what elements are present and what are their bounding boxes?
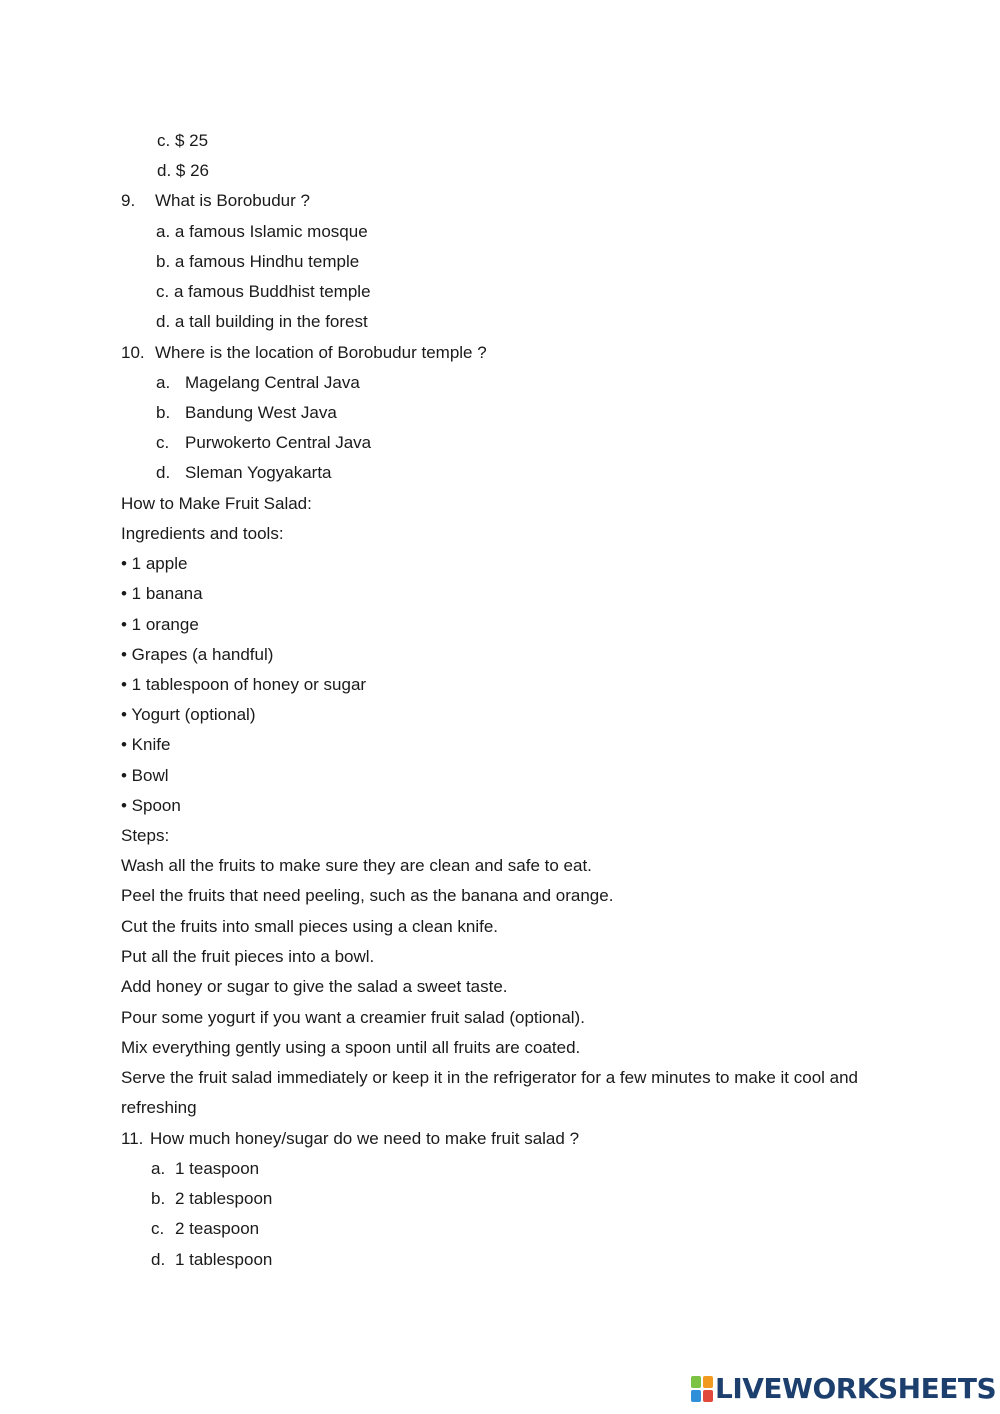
ingredients-heading: Ingredients and tools: bbox=[121, 524, 284, 543]
q9-option-d: d. a tall building in the forest bbox=[156, 312, 368, 331]
ingredient-item: • 1 tablespoon of honey or sugar bbox=[121, 675, 367, 694]
ingredient-item: • Bowl bbox=[121, 766, 169, 785]
ingredient-item: • Spoon bbox=[121, 796, 181, 815]
step-item: Peel the fruits that need peeling, such as the banana and orange. bbox=[121, 886, 614, 905]
ingredient-item: • 1 orange bbox=[121, 615, 199, 634]
step-item: Mix everything gently using a spoon until all fruits are coated. bbox=[121, 1038, 581, 1057]
steps-heading: Steps: bbox=[121, 826, 170, 845]
ingredient-item: • Yogurt (optional) bbox=[121, 705, 256, 724]
recipe-title: How to Make Fruit Salad: bbox=[121, 494, 312, 513]
q8-option-d: d. $ 26 bbox=[157, 161, 210, 180]
step-item: Wash all the fruits to make sure they are clean and safe to eat. bbox=[121, 856, 592, 875]
ingredient-item: • 1 apple bbox=[121, 554, 188, 573]
step-item-continued: refreshing bbox=[121, 1098, 197, 1117]
q9-text: What is Borobudur ? bbox=[155, 191, 310, 210]
q9-option-b: b. a famous Hindhu temple bbox=[156, 252, 360, 271]
step-item: Add honey or sugar to give the salad a sweet taste. bbox=[121, 977, 508, 996]
ingredient-item: • 1 banana bbox=[121, 584, 203, 603]
q10-option-d: d. Sleman Yogyakarta bbox=[156, 463, 332, 482]
step-item: Serve the fruit salad immediately or keep it in the refrigerator for a few minutes to make it cool and bbox=[121, 1068, 859, 1087]
q9-number: 9. bbox=[121, 191, 136, 210]
logo-tile-orange bbox=[703, 1376, 713, 1388]
step-item: Cut the fruits into small pieces using a clean knife. bbox=[121, 917, 499, 936]
q10-option-a: a. Magelang Central Java bbox=[156, 373, 360, 392]
logo-tile-blue bbox=[691, 1390, 701, 1402]
logo-tile-green bbox=[691, 1376, 701, 1388]
q11-option-a: a. 1 teaspoon bbox=[151, 1159, 260, 1178]
q11-option-b: b. 2 tablespoon bbox=[151, 1189, 273, 1208]
q10-question bbox=[121, 343, 487, 363]
step-item: Put all the fruit pieces into a bowl. bbox=[121, 947, 375, 966]
q9-option-c: c. a famous Buddhist temple bbox=[156, 282, 371, 301]
q8-option-c: c. $ 25 bbox=[157, 131, 209, 150]
q11-option-d: d. 1 tablespoon bbox=[151, 1250, 273, 1269]
q10-number: 10. bbox=[121, 343, 145, 362]
liveworksheets-logo-icon bbox=[691, 1376, 713, 1402]
q11-option-c: c. 2 teaspoon bbox=[151, 1219, 260, 1238]
logo-tile-red bbox=[703, 1390, 713, 1402]
liveworksheets-logo[interactable] bbox=[691, 1373, 996, 1405]
ingredient-item: • Grapes (a handful) bbox=[121, 645, 274, 664]
step-item: Pour some yogurt if you want a creamier fruit salad (optional). bbox=[121, 1008, 585, 1027]
q9-option-a: a. a famous Islamic mosque bbox=[156, 222, 368, 241]
q10-option-b: b. Bandung West Java bbox=[156, 403, 337, 422]
q10-text: Where is the location of Borobudur temple ? bbox=[155, 343, 487, 362]
q11-text: How much honey/sugar do we need to make fruit salad ? bbox=[150, 1129, 580, 1148]
q11-number: 11. bbox=[121, 1129, 144, 1148]
ingredient-item: • Knife bbox=[121, 735, 171, 754]
q9-question bbox=[121, 191, 310, 211]
q11-question bbox=[121, 1129, 579, 1149]
logo-text: LIVEWORKSHEETS bbox=[715, 1372, 997, 1405]
q10-option-c: c. Purwokerto Central Java bbox=[156, 433, 372, 452]
